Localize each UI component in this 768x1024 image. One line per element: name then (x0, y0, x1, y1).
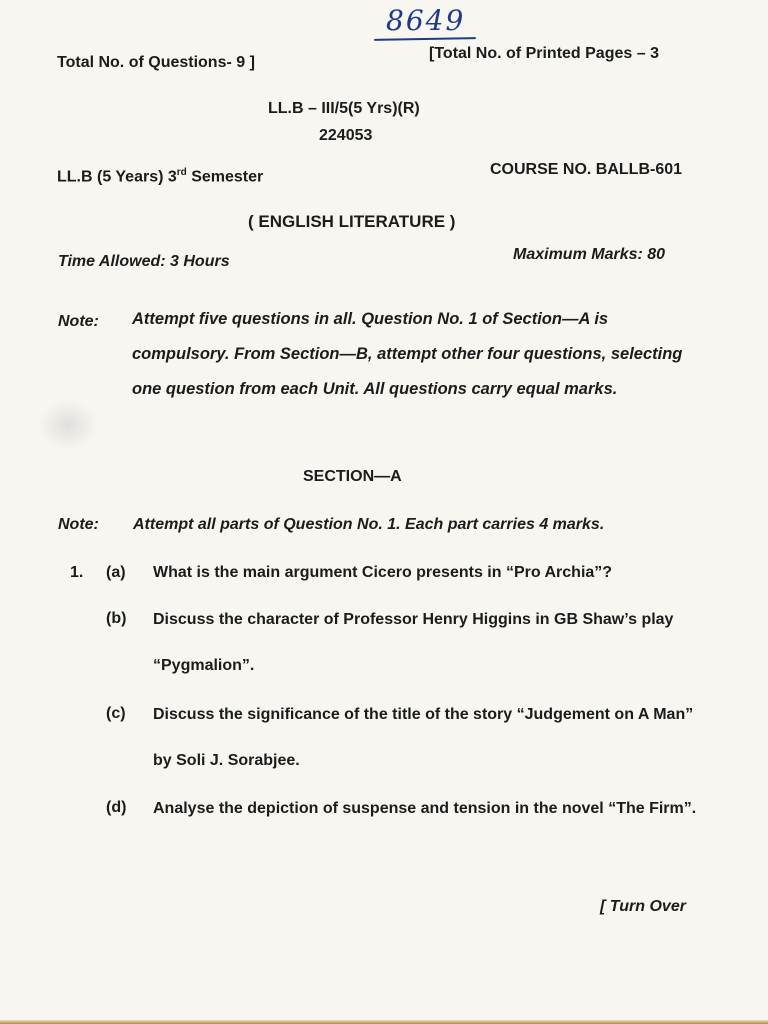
note-label: Note: (58, 313, 99, 330)
section-a-title: SECTION—A (303, 468, 402, 485)
handwritten-number: 8649 (386, 4, 466, 37)
subject-title: ( ENGLISH LITERATURE ) (248, 212, 456, 231)
course-code: LL.B – III/5(5 Yrs)(R) (268, 100, 420, 117)
turn-over: [ Turn Over (600, 898, 686, 915)
semester-line (57, 167, 263, 186)
stain-mark (38, 400, 98, 450)
note-text: Attempt five questions in all. Question No. 1 of Section—A is compulsory. From Section—B, attempt other four questions, selecting one question from each Unit. All questions carry equal marks. (132, 310, 683, 398)
part-a-label: (a) (106, 564, 126, 581)
part-a-text: What is the main argument Cicero presents in “Pro Archia”? (153, 564, 613, 581)
time-allowed: Time Allowed: 3 Hours (58, 253, 230, 270)
total-questions: Total No. of Questions- 9 ] (57, 54, 255, 71)
total-printed-pages: [Total No. of Printed Pages – 3 (429, 45, 659, 62)
maximum-marks: Maximum Marks: 80 (513, 246, 666, 263)
part-d-text: Analyse the depiction of suspense and tension in the novel “The Firm”. (153, 800, 697, 817)
section-a-note-label: Note: (58, 516, 99, 533)
handwritten-underline (374, 37, 476, 41)
part-c-text: Discuss the significance of the title of the story “Judgement on A Man” by Soli J. Sorabjee. (153, 706, 694, 769)
part-b-text: Discuss the character of Professor Henry Higgins in GB Shaw’s play “Pygmalion”. (153, 611, 674, 674)
question-number: 1. (70, 564, 84, 581)
part-c-label: (c) (106, 705, 126, 722)
part-d-label: (d) (106, 799, 127, 816)
section-a-note-text: Attempt all parts of Question No. 1. Each part carries 4 marks. (133, 516, 605, 533)
semester-prefix: LL.B (5 Years) 3 (57, 168, 177, 186)
part-b-label: (b) (106, 610, 127, 627)
semester-suffix: Semester (186, 168, 264, 186)
course-number: COURSE NO. BALLB-601 (490, 161, 683, 178)
semester-superscript: rd (176, 167, 187, 178)
paper-code: 224053 (319, 127, 373, 144)
page-bottom-edge (0, 1020, 768, 1024)
